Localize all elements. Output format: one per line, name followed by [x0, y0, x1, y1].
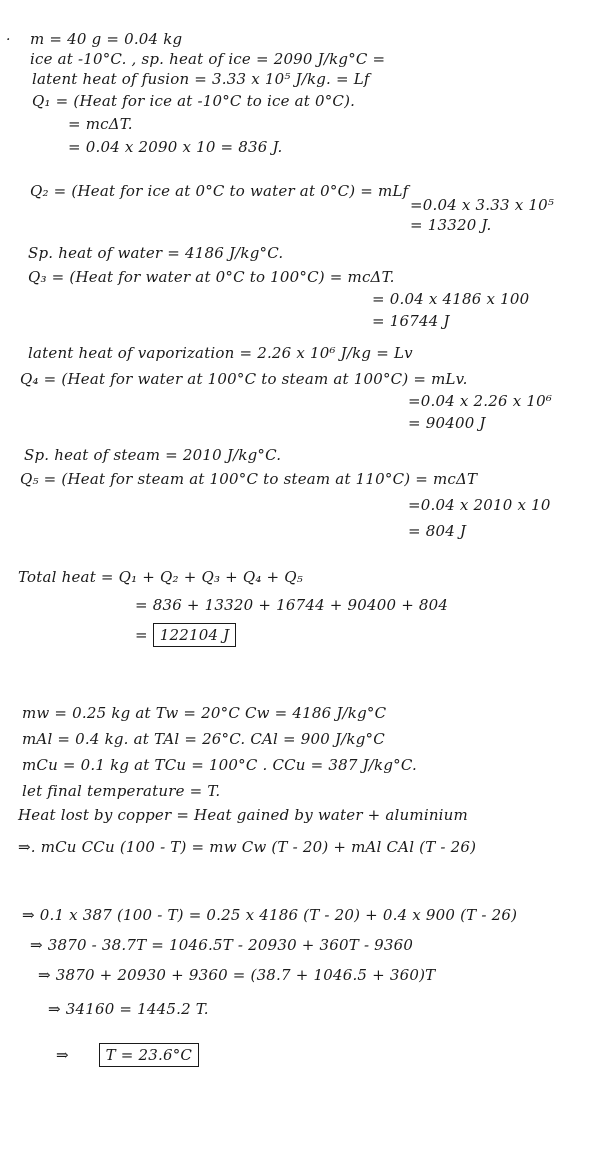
margin-dot: ·: [6, 32, 11, 48]
q4-result: = 90400 J: [408, 414, 486, 432]
q4-definition: Q₄ = (Heat for water at 100°C to steam at 100°C) = mLv.: [20, 370, 468, 388]
q3-definition: Q₃ = (Heat for water at 0°C to 100°C) = mcΔT.: [28, 268, 395, 286]
q3-result: = 16744 J: [372, 312, 450, 330]
q3-calculation: = 0.04 x 4186 x 100: [372, 290, 530, 308]
specific-heat-water: Sp. heat of water = 4186 J/kg°C.: [28, 244, 284, 262]
q4-calculation: =0.04 x 2.26 x 10⁶: [408, 392, 553, 410]
specific-heat-ice: ice at -10°C. , sp. heat of ice = 2090 J/kg°C =: [30, 50, 386, 68]
aluminium-given: mAl = 0.4 kg. at TAl = 26°C. CAl = 900 J/kg°C: [22, 730, 385, 748]
boxed-answer-total-heat: 122104 J: [153, 623, 237, 647]
q5-result: = 804 J: [408, 522, 467, 540]
q5-calculation: =0.04 x 2010 x 10: [408, 496, 551, 514]
final-answer-line: [56, 1046, 199, 1064]
boxed-answer-temperature: T = 23.6°C: [99, 1043, 200, 1067]
mass-given: m = 40 g = 0.04 kg: [30, 30, 183, 48]
q5-definition: Q₅ = (Heat for steam at 100°C to steam at 110°C) = mcΔT: [20, 470, 478, 488]
latent-heat-fusion: latent heat of fusion = 3.33 x 10⁵ J/kg. = Lf: [32, 70, 370, 88]
total-heat-result: [135, 626, 236, 644]
heat-balance-statement: Heat lost by copper = Heat gained by water + aluminium: [18, 806, 468, 824]
total-heat-sum: Total heat = Q₁ + Q₂ + Q₃ + Q₄ + Q₅: [18, 568, 303, 586]
latent-heat-vaporization: latent heat of vaporization = 2.26 x 10⁶ J/kg = Lv: [28, 344, 413, 362]
q1-result: = 0.04 x 2090 x 10 = 836 J.: [68, 138, 283, 156]
simplified-equation: ⇒ 34160 = 1445.2 T.: [48, 1000, 209, 1018]
final-temperature-definition: let final temperature = T.: [22, 782, 221, 800]
q2-result: = 13320 J.: [410, 216, 492, 234]
total-heat-substitution: = 836 + 13320 + 16744 + 90400 + 804: [135, 596, 449, 614]
q1-formula: = mcΔT.: [68, 115, 133, 133]
copper-given: mCu = 0.1 kg at TCu = 100°C . CCu = 387 J/kg°C.: [22, 756, 417, 774]
water-given: mw = 0.25 kg at Tw = 20°C Cw = 4186 J/kg°C: [22, 704, 387, 722]
collected-terms: ⇒ 3870 + 20930 + 9360 = (38.7 + 1046.5 + 360)T: [38, 966, 436, 984]
expanded-equation: ⇒ 3870 - 38.7T = 1046.5T - 20930 + 360T - 9360: [30, 936, 414, 954]
equals-sign: =: [135, 626, 148, 644]
q2-definition: Q₂ = (Heat for ice at 0°C to water at 0°C) = mLf: [30, 182, 409, 200]
substituted-equation: ⇒ 0.1 x 387 (100 - T) = 0.25 x 4186 (T - 20) + 0.4 x 900 (T - 26): [22, 906, 518, 924]
implies-arrow: ⇒: [56, 1046, 69, 1064]
heat-balance-equation: ⇒. mCu CCu (100 - T) = mw Cw (T - 20) + mAl CAl (T - 26): [18, 838, 477, 856]
q1-definition: Q₁ = (Heat for ice at -10°C to ice at 0°C).: [32, 92, 356, 110]
specific-heat-steam: Sp. heat of steam = 2010 J/kg°C.: [24, 446, 282, 464]
q2-calculation: =0.04 x 3.33 x 10⁵: [410, 196, 555, 214]
